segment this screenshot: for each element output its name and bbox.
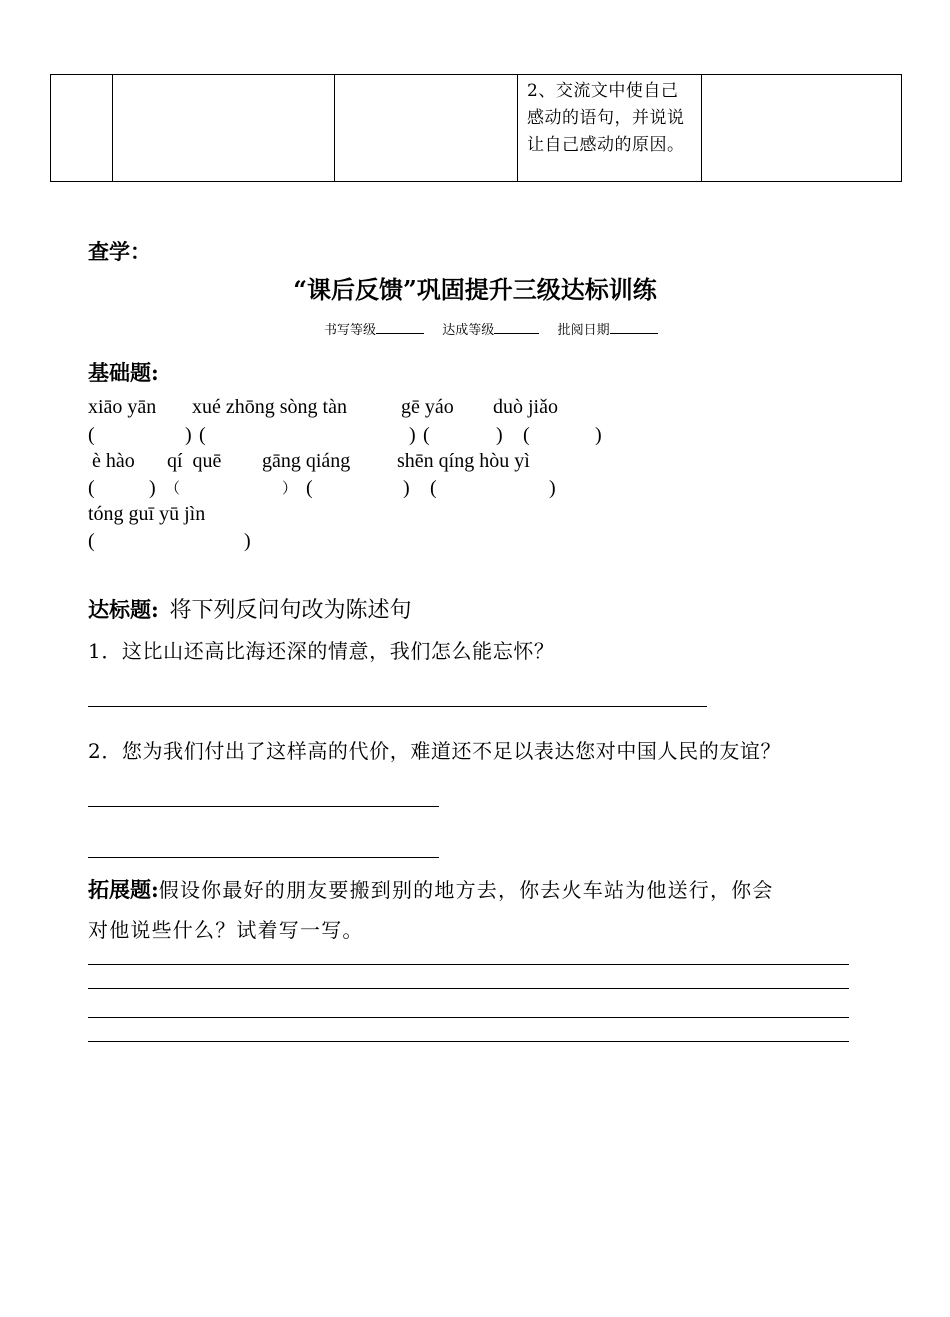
answer-blank: ) [549,477,556,499]
table-cell [113,75,335,182]
pinyin-item: qí quē [167,450,222,472]
answer-line [88,988,849,989]
answer-blank: ) [149,477,156,499]
page-title: “课后反馈”巩固提升三级达标训练 [293,275,657,304]
lesson-plan-table [50,74,902,182]
answer-line [88,857,439,858]
answer-blank: ) [185,424,192,446]
answer-line [88,964,849,965]
table-cell [518,75,702,182]
answer-blank: ( [423,424,430,446]
pinyin-item: shēn qíng hòu yì [397,450,530,472]
pinyin-item: gē yáo [401,396,454,418]
answer-line [88,1041,849,1042]
answer-blank: （ [165,481,181,497]
writing-grade-label: 书写等级 [324,323,377,338]
pinyin-item: duò jiǎo [493,396,558,418]
table-cell [702,75,902,182]
extension-row-1 [88,874,774,904]
writing-grade-blank [376,321,424,334]
pinyin-item: tóng guī yū jìn [88,503,206,525]
extension-text-line-2: 对他说些什么？试着写一写。 [88,918,364,942]
review-date-blank [610,321,658,334]
basic-heading: 基础题: [88,360,159,385]
standard-instruction: 将下列反问句改为陈述句 [169,598,412,623]
standard-heading-row [88,593,411,624]
answer-blank: ) [496,424,503,446]
table-cell-text: 2、交流文中使自己感动的语句，并说说让自己感动的原因。 [527,81,685,155]
achieve-grade-label: 达成等级 [442,323,495,338]
answer-blank: ) [409,424,416,446]
answer-blank: ( [88,530,95,552]
answer-blank: ) [244,530,251,552]
pinyin-item: è hào [92,450,135,472]
answer-blank: ） [282,481,298,497]
pinyin-item: xiāo yān [88,396,157,418]
answer-blank: ( [523,424,530,446]
chaxue-label: 查学： [88,239,151,264]
grading-meta [324,319,658,338]
pinyin-item: gāng qiáng [262,450,351,472]
table-cell [335,75,518,182]
question-1: 1．这比山还高比海还深的情意，我们怎么能忘怀？ [88,639,555,663]
answer-blank: ( [88,477,95,499]
extension-text-line-1: 假设你最好的朋友要搬到别的地方去，你去火车站为他送行，你会 [158,878,774,902]
answer-blank: ( [306,477,313,499]
question-2: 2．您为我们付出了这样高的代价，难道还不足以表达您对中国人民的友谊？ [88,739,782,763]
pinyin-item: xué zhōng sòng tàn [192,396,347,418]
answer-line [88,1017,849,1018]
answer-line [88,706,707,707]
achieve-grade-blank [494,321,539,334]
extension-heading: 拓展题: [88,877,159,902]
answer-blank: ( [88,424,95,446]
standard-heading: 达标题: [88,597,159,622]
table-cell [51,75,113,182]
answer-blank: ) [403,477,410,499]
answer-blank: ( [199,424,206,446]
review-date-label: 批阅日期 [557,323,610,338]
answer-blank: ) [595,424,602,446]
answer-line [88,806,439,807]
answer-blank: ( [430,477,437,499]
